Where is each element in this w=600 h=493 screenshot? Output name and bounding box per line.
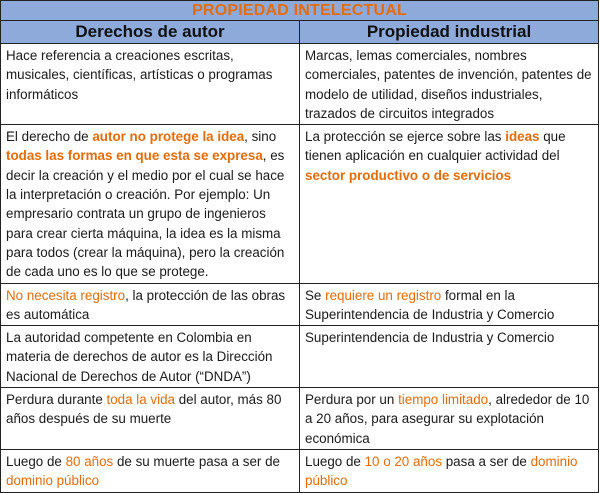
table-row	[1, 449, 599, 492]
cell-propiedad-industrial	[300, 326, 599, 388]
table-row	[1, 125, 599, 283]
table-row	[1, 326, 599, 388]
cell-text: , alrededor de 10 a 20 años, para asegurar su explotación económica	[305, 392, 590, 446]
highlighted-text: dominio público	[305, 453, 578, 489]
highlighted-text: 80 años	[65, 453, 114, 469]
highlighted-text: requiere un registro	[325, 287, 442, 303]
highlighted-text: tiempo limitado	[398, 392, 489, 408]
cell-text: Perdura durante	[6, 392, 107, 408]
highlighted-text: ideas	[505, 129, 540, 145]
cell-derechos-de-autor	[1, 44, 300, 125]
highlighted-text: autor no protege la idea	[92, 129, 245, 145]
cell-propiedad-industrial	[300, 449, 599, 492]
cell-text: , sino	[244, 129, 277, 145]
cell-text: El derecho de	[6, 129, 93, 145]
highlighted-text: 10 o 20 años	[364, 453, 443, 469]
cell-text: La autoridad competente en Colombia en materia de derechos de autor es la Dirección Nacional de Derechos de Autor (“DNDA”)	[6, 330, 273, 384]
highlighted-text: No necesita registro	[6, 287, 126, 303]
table-body	[1, 44, 599, 493]
cell-propiedad-industrial	[300, 125, 599, 283]
column-header-derechos-de-autor: Derechos de autor	[1, 21, 300, 44]
cell-text: Luego de	[6, 453, 66, 469]
cell-propiedad-industrial	[300, 44, 599, 125]
cell-text: Se	[305, 287, 326, 303]
cell-derechos-de-autor	[1, 125, 300, 283]
highlighted-text: todas las formas en que esta se expresa	[6, 148, 263, 164]
cell-text: Marcas, lemas comerciales, nombres comerciales, patentes de invención, patentes de modelo de utilidad, diseños industriales, trazados de circuitos integrados	[305, 48, 592, 121]
highlighted-text: toda la vida	[106, 392, 175, 408]
cell-derechos-de-autor	[1, 449, 300, 492]
cell-text: Hace referencia a creaciones escritas, musicales, científicas, artísticas o programas informáticos	[6, 48, 273, 102]
cell-text: de su muerte pasa a ser de	[113, 453, 280, 469]
cell-derechos-de-autor	[1, 326, 300, 388]
cell-text: La protección se ejerce sobre las	[305, 129, 506, 145]
cell-propiedad-industrial	[300, 388, 599, 450]
cell-text: Superintendencia de Industria y Comercio	[305, 330, 555, 346]
header-row	[1, 21, 599, 44]
cell-text: , es decir la creación y el medio por el cual se hace la interpretación o creación. Por ejemplo: Un empresario contrata un grupo de ingenieros para crear cierta máquina, la idea es la misma para todos (crear la máquina), pero la creación de cada uno es lo que se protege.	[6, 148, 285, 280]
column-header-propiedad-industrial: Propiedad industrial	[300, 21, 599, 44]
table-row	[1, 44, 599, 125]
cell-text: pasa a ser de	[442, 453, 531, 469]
title-row	[1, 1, 599, 21]
cell-text: , la protección de las obras es automática	[6, 287, 286, 322]
table-row	[1, 283, 599, 326]
cell-propiedad-industrial	[300, 283, 599, 326]
cell-text: que tienen aplicación en cualquier actividad del	[305, 129, 566, 164]
cell-derechos-de-autor	[1, 283, 300, 326]
cell-text: formal en la Superintendencia de Industria y Comercio	[305, 287, 555, 322]
highlighted-text: sector productivo o de servicios	[305, 167, 512, 183]
cell-text: Luego de	[305, 453, 365, 469]
cell-derechos-de-autor	[1, 388, 300, 450]
highlighted-text: dominio público	[6, 473, 100, 489]
cell-text: del autor, más 80 años después de su muerte	[6, 392, 282, 427]
table-row	[1, 388, 599, 450]
cell-text: Perdura por un	[305, 392, 399, 408]
table-title: PROPIEDAD INTELECTUAL	[1, 1, 599, 21]
